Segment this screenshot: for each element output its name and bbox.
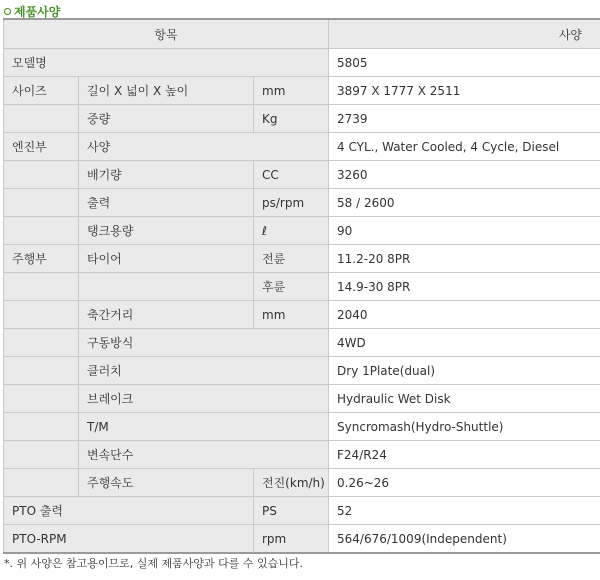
row-unit: mm	[254, 301, 329, 329]
table-row	[4, 525, 600, 554]
row-value: 90	[329, 217, 600, 245]
row-category	[4, 357, 79, 385]
row-category: PTO-RPM	[4, 525, 254, 554]
row-unit: rpm	[254, 525, 329, 554]
row-unit: PS	[254, 497, 329, 525]
disclaimer-note: *. 위 사양은 참고용이므로, 실제 제품사양과 다를 수 있습니다.	[4, 557, 303, 570]
table-row	[4, 413, 600, 441]
row-unit: ps/rpm	[254, 189, 329, 217]
row-value: 0.26~26	[329, 469, 600, 497]
row-subcategory: 클러치	[79, 357, 329, 385]
table-row	[4, 245, 600, 273]
row-unit: Kg	[254, 105, 329, 133]
table-row	[4, 469, 600, 497]
table-row	[4, 189, 600, 217]
table-row	[4, 273, 600, 301]
row-value: 4 CYL., Water Cooled, 4 Cycle, Diesel	[329, 133, 600, 161]
row-value: 3897 X 1777 X 2511	[329, 77, 600, 105]
row-category	[4, 441, 79, 469]
row-subcategory: 축간거리	[79, 301, 254, 329]
row-subcategory: T/M	[79, 413, 329, 441]
table-row	[4, 385, 600, 413]
row-value: 5805	[329, 49, 600, 77]
row-subcategory: 중량	[79, 105, 254, 133]
row-subcategory: 길이 X 넓이 X 높이	[79, 77, 254, 105]
table-row	[4, 329, 600, 357]
row-value: 58 / 2600	[329, 189, 600, 217]
row-subcategory: 구동방식	[79, 329, 329, 357]
spec-table	[3, 18, 600, 554]
table-row	[4, 49, 600, 77]
row-value: 2739	[329, 105, 600, 133]
table-row	[4, 161, 600, 189]
row-category	[4, 329, 79, 357]
circle-bullet-icon	[4, 8, 11, 15]
row-category: 주행부	[4, 245, 79, 273]
row-value: 14.9-30 8PR	[329, 273, 600, 301]
row-unit: 전륜	[254, 245, 329, 273]
row-subcategory: 탱크용량	[79, 217, 254, 245]
row-subcategory: 타이어	[79, 245, 254, 273]
table-row	[4, 77, 600, 105]
row-category: 엔진부	[4, 133, 79, 161]
row-unit: 후륜	[254, 273, 329, 301]
row-category	[4, 105, 79, 133]
row-value: Hydraulic Wet Disk	[329, 385, 600, 413]
row-value: 4WD	[329, 329, 600, 357]
row-value: 52	[329, 497, 600, 525]
table-row	[4, 441, 600, 469]
row-subcategory: 변속단수	[79, 441, 329, 469]
table-row	[4, 217, 600, 245]
row-subcategory: 주행속도	[79, 469, 254, 497]
row-subcategory: 사양	[79, 133, 329, 161]
row-category	[4, 189, 79, 217]
row-value: 2040	[329, 301, 600, 329]
row-value: Dry 1Plate(dual)	[329, 357, 600, 385]
row-value: 3260	[329, 161, 600, 189]
row-category	[4, 161, 79, 189]
row-value: 564/676/1009(Independent)	[329, 525, 600, 554]
row-category: 사이즈	[4, 77, 79, 105]
row-value: 11.2-20 8PR	[329, 245, 600, 273]
row-unit: 전진(km/h)	[254, 469, 329, 497]
row-unit: mm	[254, 77, 329, 105]
header-spec: 사양	[329, 19, 600, 49]
row-value: F24/R24	[329, 441, 600, 469]
row-subcategory	[79, 273, 254, 301]
row-category	[4, 273, 79, 301]
row-unit: CC	[254, 161, 329, 189]
row-subcategory: 브레이크	[79, 385, 329, 413]
header-item: 항목	[4, 19, 329, 49]
row-category	[4, 413, 79, 441]
row-subcategory: 출력	[79, 189, 254, 217]
row-category	[4, 301, 79, 329]
row-category: PTO 출력	[4, 497, 254, 525]
table-row	[4, 301, 600, 329]
table-header-row	[4, 19, 600, 49]
section-title-text: 제품사양	[14, 4, 61, 19]
row-category	[4, 385, 79, 413]
row-category	[4, 217, 79, 245]
row-value: Syncromash(Hydro-Shuttle)	[329, 413, 600, 441]
row-subcategory: 배기량	[79, 161, 254, 189]
table-row	[4, 357, 600, 385]
row-unit: ℓ	[254, 217, 329, 245]
table-row	[4, 133, 600, 161]
row-category: 모델명	[4, 49, 329, 77]
table-row	[4, 105, 600, 133]
table-row	[4, 497, 600, 525]
row-category	[4, 469, 79, 497]
